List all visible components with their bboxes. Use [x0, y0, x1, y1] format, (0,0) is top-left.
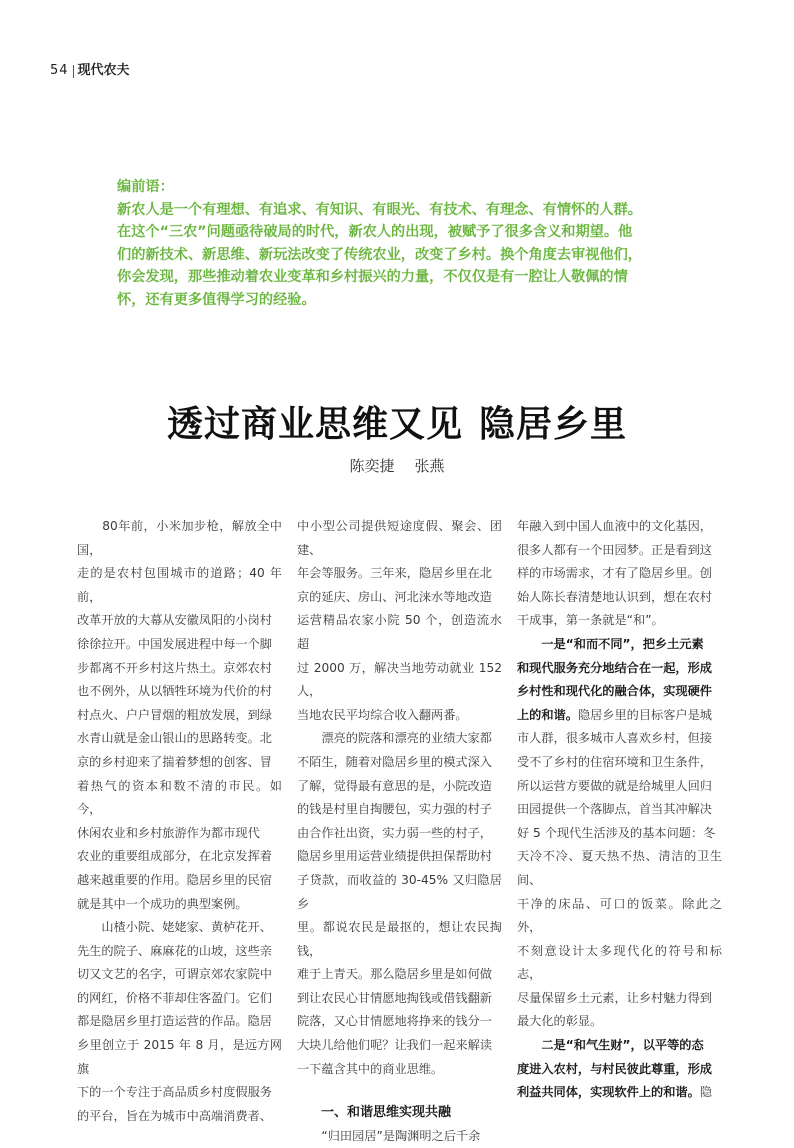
editor-note-line: 新农人是一个有理想、有追求、有知识、有眼光、有技术、有理念、有情怀的人群。 — [117, 201, 642, 218]
text-line — [77, 775, 282, 822]
column-2-part-b — [297, 1125, 502, 1148]
text-line — [517, 539, 722, 563]
body-text: 运营精品农家小院 50 个，创造流水超 — [297, 613, 502, 651]
body-text: 当地农民平均综合收入翻两番。 — [297, 707, 468, 722]
body-text: 隐居乡里的目标客户是城 — [577, 707, 712, 722]
text-line — [77, 987, 282, 1011]
text-line — [297, 798, 502, 822]
text-line — [297, 515, 502, 562]
page-header — [50, 62, 130, 80]
text-line — [517, 987, 722, 1011]
text-line — [517, 633, 722, 657]
body-text: 先生的院子、麻麻花的山坡，这些亲 — [77, 943, 272, 958]
bold-text: 乡村性和现代化的融合体，实现硬件 — [517, 684, 712, 699]
body-text: 样的市场需求，才有了隐居乡里。创 — [517, 566, 712, 581]
body-text: 不陌生，随着对隐居乡里的模式深入 — [297, 754, 492, 769]
body-text: 徐徐拉开。中国发展进程中每一个脚 — [77, 636, 272, 651]
body-text: 年会等服务。三年来，隐居乡里在北 — [297, 566, 492, 581]
body-text: 80年前，小米加步枪，解放全中国， — [77, 519, 282, 557]
body-text: 由合作社出资，实力弱一些的村子， — [297, 825, 492, 840]
text-line — [517, 1081, 722, 1105]
text-line — [77, 1081, 282, 1105]
text-line — [517, 845, 722, 892]
text-line — [77, 633, 282, 657]
text-line — [297, 845, 502, 869]
body-text: 也不例外，从以牺牲环境为代价的村 — [77, 684, 272, 699]
body-text: 年融入到中国人血液中的文化基因， — [517, 519, 712, 533]
body-text: 的平台，旨在为城市中高端消费者、 — [77, 1108, 272, 1123]
body-text: 下的一个专注于高品质乡村度假服务 — [77, 1085, 272, 1100]
text-column-2 — [297, 515, 502, 1148]
text-line — [517, 798, 722, 822]
body-text: 很多人都有一个田园梦。正是看到这 — [517, 542, 712, 557]
text-line — [77, 893, 282, 917]
body-text: 京的乡村迎来了揣着梦想的创客、冒 — [77, 754, 272, 769]
body-text: 干成事，第一条就是“和”。 — [517, 613, 664, 628]
article-title — [0, 402, 794, 446]
body-text: 就是其中一个成功的典型案例。 — [77, 896, 248, 911]
body-text: 好 5 个现代生活涉及的基本问题：冬 — [517, 825, 716, 840]
body-text: 干净的床品、可口的饭菜。除此之外， — [517, 896, 722, 935]
body-text: 步都离不开乡村这片热土。京郊农村 — [77, 660, 272, 675]
body-text: 天冷不冷、夏天热不热、清洁的卫生间、 — [517, 849, 722, 887]
article-title-part2: 隐居乡里 — [479, 403, 628, 445]
column-3-part-b — [517, 727, 722, 1034]
text-column-1 — [77, 515, 282, 1128]
bold-text: 上的和谐。 — [517, 707, 578, 722]
text-line — [297, 1125, 502, 1148]
text-line — [77, 515, 282, 562]
text-line — [297, 987, 502, 1011]
text-line — [517, 751, 722, 775]
text-line — [517, 609, 722, 633]
text-line — [517, 562, 722, 586]
text-line — [77, 869, 282, 893]
body-text: 山楂小院、姥姥家、黄栌花开、 — [77, 920, 272, 935]
body-text: 隐 — [699, 1085, 712, 1100]
body-text: 的钱是村里自掏腰包，实力强的村子 — [297, 802, 492, 817]
body-text: 里。都说农民是最抠的，想让农民掏钱， — [297, 920, 502, 958]
text-line — [517, 657, 722, 681]
bold-text: 一是“和而不同”，把乡土元素 — [517, 636, 704, 651]
body-text: 尽量保留乡土元素，让乡村魅力得到 — [517, 990, 712, 1005]
body-text: “归田园居”是陶渊明之后千余 — [297, 1128, 481, 1143]
text-line — [297, 727, 502, 751]
text-line — [517, 1010, 722, 1034]
text-line — [77, 657, 282, 681]
text-column-3 — [517, 515, 722, 1105]
body-text: 过 2000 万，解决当地劳动就业 152 人， — [297, 660, 502, 699]
text-line — [297, 609, 502, 656]
body-text: 所以运营方要做的就是给城里人回归 — [517, 778, 712, 793]
page-number: 54 — [50, 63, 69, 78]
body-text: 农业的重要组成部分，在北京发挥着 — [77, 849, 272, 864]
text-line — [297, 916, 502, 963]
body-text: 田园提供一个落脚点，首当其冲解决 — [517, 802, 712, 817]
body-text: 大块儿给他们呢？让我们一起来解读 — [297, 1038, 492, 1053]
body-text: 一下蕴含其中的商业思维。 — [297, 1061, 444, 1076]
body-text: 的网红，价格不菲却住客盈门。它们 — [77, 990, 272, 1005]
text-line — [297, 963, 502, 987]
text-line — [297, 1034, 502, 1058]
body-text: 受不了乡村的住宿环境和卫生条件， — [517, 754, 712, 769]
text-line — [77, 822, 282, 846]
text-line — [517, 727, 722, 751]
text-line — [297, 562, 502, 586]
body-text: 院落，又心甘情愿地将挣来的钱分一 — [297, 1014, 492, 1029]
body-text: 水青山就是金山银山的思路转变。北 — [77, 731, 272, 746]
text-line — [77, 609, 282, 633]
text-line — [297, 704, 502, 728]
body-text: 中小型公司提供短途度假、聚会、团建、 — [297, 519, 502, 557]
magazine-name: 现代农夫 — [77, 63, 130, 78]
editor-note-line: 你会发现，那些推动着农业变革和乡村振兴的力量，不仅仅是有一腔让人敬佩的情 — [117, 269, 628, 285]
body-text: 隐居乡里用运营业绩提供担保帮助村 — [297, 849, 492, 864]
text-line — [517, 775, 722, 799]
author-name: 张燕 — [414, 457, 445, 475]
text-line — [297, 822, 502, 846]
text-line — [77, 704, 282, 728]
text-line — [77, 562, 282, 609]
body-text: 切又文艺的名字，可谓京郊农家院中 — [77, 967, 272, 982]
body-text: 乡里创立于 2015 年 8 月，是远方网旗 — [77, 1038, 282, 1076]
body-text: 漂亮的院落和漂亮的业绩大家都 — [297, 731, 492, 746]
column-3-part-a — [517, 515, 722, 633]
text-line — [77, 680, 282, 704]
body-text: 难于上青天。那么隐居乡里是如何做 — [297, 967, 492, 982]
bold-text: 和现代服务充分地结合在一起，形成 — [517, 660, 712, 675]
text-line — [297, 1010, 502, 1034]
body-text: 村点火、户户冒烟的粗放发展，到绿 — [77, 707, 272, 722]
text-line — [517, 680, 722, 704]
body-text: 改革开放的大幕从安徽凤阳的小岗村 — [77, 613, 272, 628]
column-3-bold-point-2 — [517, 1034, 722, 1105]
bold-text: 度进入农村，与村民彼此尊重，形成 — [517, 1061, 712, 1076]
text-line — [297, 775, 502, 799]
bold-text: 二是“和气生财”，以平等的态 — [517, 1038, 704, 1053]
text-line — [297, 586, 502, 610]
author-name: 陈奕捷 — [349, 457, 395, 475]
editor-note-line: 怀，还有更多值得学习的经验。 — [117, 291, 316, 308]
text-line — [77, 916, 282, 940]
body-text: 到让农民心甘情愿地掏钱或借钱翻新 — [297, 990, 492, 1005]
body-text: 子贷款，而收益的 30-45% 又归隐居乡 — [297, 872, 502, 911]
article-authors — [0, 456, 794, 476]
text-line — [297, 869, 502, 916]
text-line — [77, 1034, 282, 1081]
bold-text: 利益共同体，实现软件上的和谐。 — [517, 1085, 700, 1100]
text-line — [517, 940, 722, 987]
section-heading: 一、和谐思维实现共融 — [321, 1105, 452, 1121]
text-line — [77, 1105, 282, 1129]
editor-note — [117, 176, 707, 311]
body-text: 了解，觉得最有意思的是，小院改造 — [297, 778, 492, 793]
text-line — [297, 657, 502, 704]
text-line — [77, 963, 282, 987]
body-text: 始人陈长春清楚地认识到，想在农村 — [517, 589, 712, 604]
text-line — [517, 893, 722, 940]
text-line — [77, 727, 282, 751]
header-divider — [73, 65, 74, 78]
text-line — [517, 1034, 722, 1058]
text-line — [77, 1010, 282, 1034]
body-text: 越来越重要的作用。隐居乡里的民宿 — [77, 872, 272, 887]
body-text: 休闲农业和乡村旅游作为都市现代 — [77, 825, 260, 840]
editor-note-line: 在这个“三农”问题亟待破局的时代，新农人的出现，被赋予了很多含义和期望。他 — [117, 224, 633, 240]
body-text: 走的是农村包围城市的道路；40 年前， — [77, 566, 282, 604]
text-line — [77, 751, 282, 775]
column-2-part-a — [297, 515, 502, 1081]
body-text: 着热气的资本和数不清的市民。如今， — [77, 778, 282, 817]
article-title-part1: 透过商业思维又见 — [166, 403, 463, 445]
body-text: 京的延庆、房山、河北涞水等地改造 — [297, 589, 492, 604]
text-line — [517, 704, 722, 728]
editor-note-line: 们的新技术、新思维、新玩法改变了传统农业，改变了乡村。换个角度去审视他们， — [117, 246, 642, 263]
text-line — [517, 586, 722, 610]
editor-note-label: 编前语： — [117, 179, 174, 195]
section-spacer — [297, 1081, 502, 1101]
text-line — [517, 515, 722, 539]
text-line — [77, 845, 282, 869]
text-line — [297, 751, 502, 775]
text-line — [517, 822, 722, 846]
body-text: 都是隐居乡里打造运营的作品。隐居 — [77, 1014, 272, 1029]
body-text: 不刻意设计太多现代化的符号和标志， — [517, 943, 722, 982]
column-3-bold-point-1 — [517, 633, 722, 727]
body-text: 市人群，很多城市人喜欢乡村，但接 — [517, 731, 712, 746]
text-line — [77, 940, 282, 964]
body-text: 最大化的彰显。 — [517, 1014, 603, 1029]
